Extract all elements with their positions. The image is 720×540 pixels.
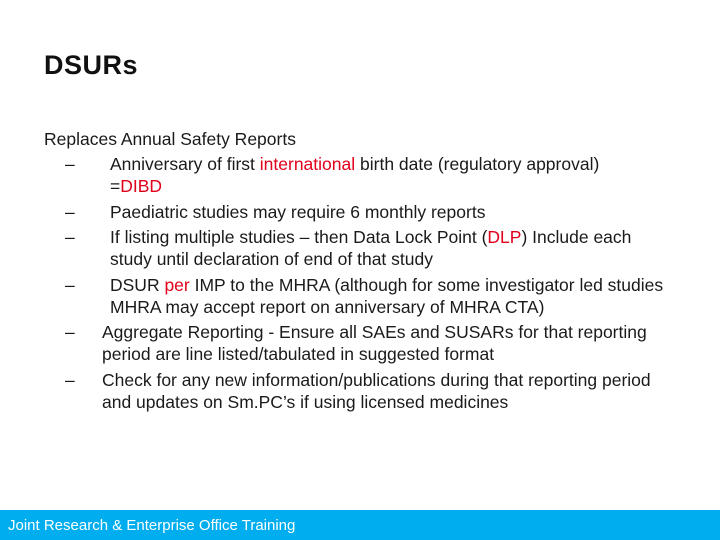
bullet-item	[44, 321, 684, 365]
bullet-text: Aggregate Reporting - Ensure all SAEs and SUSARs for that reporting period are line listed/tabulated in suggested format	[102, 322, 647, 364]
bullet-text: Paediatric studies may require 6 monthly reports	[110, 201, 486, 222]
bullet-dash: –	[65, 369, 75, 390]
bullet-item	[44, 201, 684, 223]
footer-text: Joint Research & Enterprise Office Training	[8, 517, 296, 534]
bullet-text: DSUR	[110, 274, 165, 295]
bullet-text: birth date (regulatory approval)	[355, 154, 600, 174]
bullet-text-highlight: DIBD	[120, 176, 163, 196]
bullet-item	[44, 274, 684, 318]
slide-body	[44, 128, 684, 416]
footer-bar	[0, 510, 720, 540]
lead-text: Replaces Annual Safety Reports	[44, 129, 296, 149]
bullet-text: Check for any new information/publications during that reporting period and updates on Sm.PC’s if using licensed medicines	[102, 369, 651, 412]
bullet-dash: –	[65, 227, 75, 247]
bullet-text: Anniversary of first	[110, 154, 260, 174]
bullet-text: If listing multiple studies – then Data Lock Point (	[110, 227, 488, 247]
bullet-text: ) Include each study until declaration of end of that study	[110, 227, 632, 269]
bullet-item	[44, 153, 684, 197]
bullet-text-highlight: international	[259, 154, 356, 174]
bullet-dash: –	[65, 154, 75, 174]
bullet-text: =	[110, 176, 121, 196]
bullet-item	[44, 369, 684, 413]
bullet-dash: –	[65, 274, 75, 295]
bullet-item	[44, 226, 684, 270]
bullet-text-highlight: DLP	[487, 227, 522, 247]
slide-title: DSURs	[44, 50, 139, 80]
bullet-dash: –	[65, 201, 75, 222]
bullet-dash: –	[65, 322, 75, 342]
bullet-text: IMP to the MHRA (although for some investigator led studies MHRA may accept report on anniversary of MHRA CTA)	[110, 274, 664, 317]
bullet-text-highlight: per	[164, 274, 190, 295]
